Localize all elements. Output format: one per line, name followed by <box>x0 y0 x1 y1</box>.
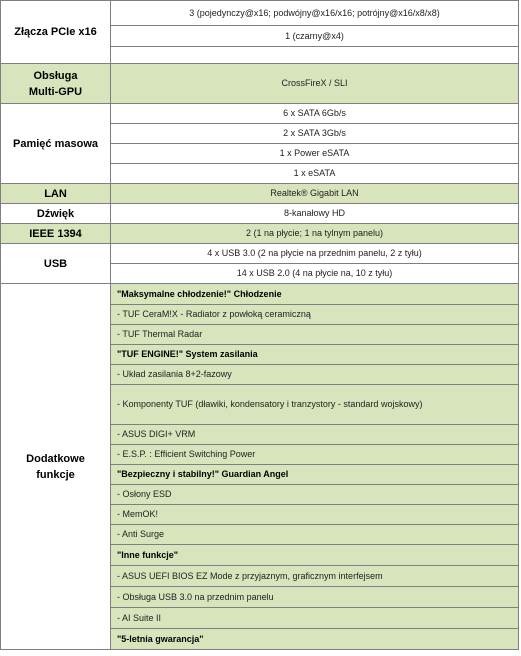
lan-label: LAN <box>1 184 111 204</box>
feature-item: "TUF ENGINE!" System zasilania <box>111 345 519 365</box>
feature-item: "5-letnia gwarancja" <box>111 629 519 650</box>
pcie-label: Złącza PCIe x16 <box>1 1 111 64</box>
ieee-label: IEEE 1394 <box>1 224 111 244</box>
ieee-value: 2 (1 na płycie; 1 na tylnym panelu) <box>111 224 519 244</box>
storage-value-3: 1 x Power eSATA <box>111 144 519 164</box>
usb-label: USB <box>1 244 111 284</box>
feature-item: - TUF Thermal Radar <box>111 325 519 345</box>
storage-label: Pamięć masowa <box>1 104 111 184</box>
multigpu-label-line2: Multi-GPU <box>28 85 83 98</box>
feature-item: - Anti Surge <box>111 525 519 545</box>
features-label <box>1 284 111 650</box>
feature-item: - TUF CeraM!X - Radiator z powłoką ceramiczną <box>111 305 519 325</box>
feature-item: "Maksymalne chłodzenie!" Chłodzenie <box>111 284 519 305</box>
features-label-line2: funkcje <box>36 468 75 481</box>
multigpu-label-line1: Obsługa <box>33 69 78 82</box>
feature-item: "Bezpieczny i stabilny!" Guardian Angel <box>111 465 519 485</box>
multigpu-label <box>1 64 111 104</box>
feature-item: "Inne funkcje" <box>111 545 519 566</box>
feature-item: - Osłony ESD <box>111 485 519 505</box>
feature-item: - ASUS DIGI+ VRM <box>111 425 519 445</box>
feature-item: - AI Suite II <box>111 608 519 629</box>
storage-value-2: 2 x SATA 3Gb/s <box>111 124 519 144</box>
feature-item: - Komponenty TUF (dławiki, kondensatory i tranzystory - standard wojskowy) <box>111 385 519 425</box>
pcie-value-2: 1 (czarny@x4) <box>111 26 519 47</box>
audio-value: 8-kanałowy HD <box>111 204 519 224</box>
storage-value-1: 6 x SATA 6Gb/s <box>111 104 519 124</box>
features-label-line1: Dodatkowe <box>26 452 85 465</box>
audio-label: Dźwięk <box>1 204 111 224</box>
feature-item: - Obsługa USB 3.0 na przednim panelu <box>111 587 519 608</box>
pcie-value-3 <box>111 47 519 64</box>
pcie-value-1: 3 (pojedynczy@x16; podwójny@x16/x16; potrójny@x16/x8/x8) <box>111 1 519 26</box>
feature-item: - ASUS UEFI BIOS EZ Mode z przyjaznym, graficznym interfejsem <box>111 566 519 587</box>
usb-value-1: 4 x USB 3.0 (2 na płycie na przednim panelu, 2 z tyłu) <box>111 244 519 264</box>
feature-item: - E.S.P. : Efficient Switching Power <box>111 445 519 465</box>
lan-value: Realtek® Gigabit LAN <box>111 184 519 204</box>
feature-item: - MemOK! <box>111 505 519 525</box>
multigpu-value: CrossFireX / SLI <box>111 64 519 104</box>
usb-value-2: 14 x USB 2.0 (4 na płycie na, 10 z tyłu) <box>111 264 519 284</box>
feature-item: - Układ zasilania 8+2-fazowy <box>111 365 519 385</box>
storage-value-4: 1 x eSATA <box>111 164 519 184</box>
